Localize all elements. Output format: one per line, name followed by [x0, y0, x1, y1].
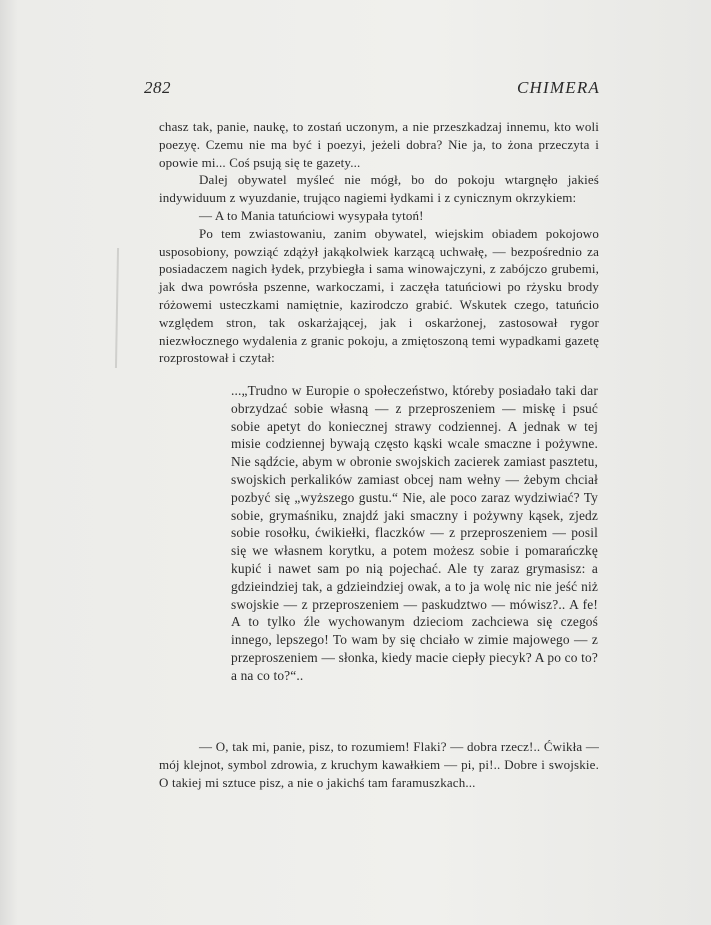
- quote-paragraph: ...„Trudno w Europie o społeczeństwo, któreby posiadało taki dar obrzydzać sobie własną — z przeproszeniem — miskę i psuć sobie apetyt do koniecznej strawy codziennej. A jednak w tej misie codziennej bywają często kąski wcale smaczne i pożywne. Nie sądźcie, abym w obronie swojskich zacierek zamiast pasztetu, swojskich perkalików zamiast obcej nam wełny — żebym chciał pozbyć się „wyższego gustu.“ Nie, ale poco zaraz wydziwiać? Ty sobie, grymaśniku, znajdź jaki smaczny i pożywny kąsek, zjedz sobie rosołku, ćwikiełki, flaczków — z przeproszeniem — posil się we własnem korytku, a potem możesz sobie i pomarańczkę kupić i nawet sam po nią pojechać. Ale ty zaraz grymasisz: a gdzieindziej tak, a gdzieindziej owak, a to ja wolę nic nie jeść niż swojskie — z przeproszeniem — paskudztwo — mówisz?.. A fe! A to tylko źle wychowanym dzieciom zachciewa się czegoś innego, lepszego! To wam by się chciało w zimie majowego — z przeproszeniem — słonka, kiedy macie ciepły piecyk? A po co to? a na co to?“..: [231, 383, 598, 683]
- paragraph-3: — A to Mania tatuńciowi wysypała tytoń!: [199, 207, 424, 223]
- closing-text: [159, 738, 599, 791]
- running-head: CHIMERA: [517, 78, 600, 97]
- paragraph-4: Po tem zwiastowaniu, zanim obywatel, wiejskim obiadem pokojowo usposobiony, powziąć zdążył jakąkolwiek karzącą uchwałę, — bezpośrednio za posiadaczem nagich łydek, przybiegła i sama winowajczyni, z zabójczo grubemi, jak dwa powrósła pszenne, warkoczami, i zaczęła tatuńciowi po rżysku brody różowemi usteczkami namiętnie, kazirodczo grabić. Wskutek czego, tatuńcio względem stron, tak oskarżającej, jak i oskarżonej, zastosował rygor niezwłocznego wydalenia z granic pokoju, a zmiętoszoną temi wypadkami gazetę rozprostował i czytał:: [159, 225, 599, 366]
- main-text: [159, 118, 599, 367]
- newspaper-quote: [231, 382, 598, 685]
- paragraph-1: chasz tak, panie, naukę, to zostań uczonym, a nie przeszkadzaj innemu, kto woli poezyę. Czemu nie ma być i poezyi, jeżeli dobra? Nie ja, to żona przeczyta i opowie mi... Coś psują się te gazety...: [159, 119, 599, 170]
- margin-pencil-mark: [115, 248, 119, 368]
- page-number: 282: [144, 78, 171, 97]
- paragraph-2: Dalej obywatel myśleć nie mógł, bo do pokoju wtargnęło jakieś indywiduum z wyuzdanie, trująco nagiemi łydkami i z cynicznym okrzykiem:: [159, 172, 599, 206]
- closing-paragraph: — O, tak mi, panie, pisz, to rozumiem! Flaki? — dobra rzecz!.. Ćwikła — mój klejnot, symbol zdrowia, z kruchym kawałkiem — pi, pi!.. Dobre i swojskie. O takiej mi sztuce pisz, a nie o jakichś tam faramuszkach...: [159, 739, 599, 790]
- page-header: [144, 78, 600, 100]
